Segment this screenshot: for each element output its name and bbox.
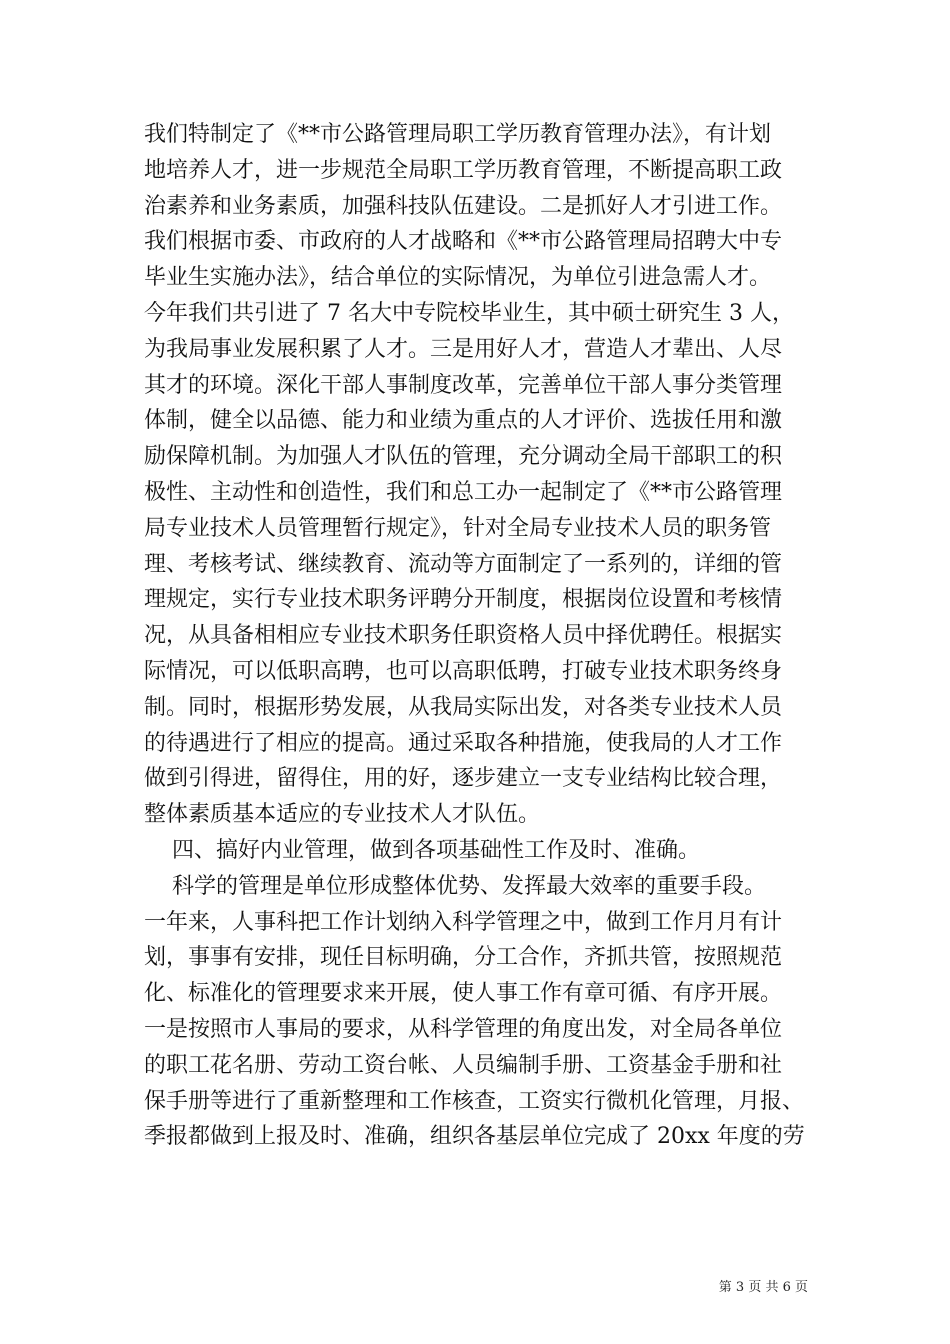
text-line: 一是按照市人事局的要求，从科学管理的角度出发，对全局各单位 <box>144 1016 783 1042</box>
text-line: 我们特制定了《**市公路管理局职工学历教育管理办法》，有计划 <box>144 122 772 147</box>
text-line: 况，从具备相相应专业技术职务任职资格人员中择优聘任。根据实 <box>144 623 783 649</box>
text-line: 的职工花名册、劳动工资台帐、人员编制手册、工资基金手册和社 <box>144 1052 783 1078</box>
text-line: 理、考核考试、继续教育、流动等方面制定了一系列的，详细的管 <box>144 551 783 577</box>
text-line: 治素养和业务素质，加强科技队伍建设。二是抓好人才引进工作。 <box>144 193 783 219</box>
text-line: 季报都做到上报及时、准确，组织各基层单位完成了 20xx 年度的劳 <box>144 1124 805 1150</box>
text-line: 做到引得进，留得住，用的好，逐步建立一支专业结构比较合理， <box>144 766 783 792</box>
body-text <box>144 117 824 1155</box>
text-line: 际情况，可以低职高聘，也可以高职低聘，打破专业技术职务终身 <box>144 658 783 684</box>
text-line: 划，事事有安排，现任目标明确，分工合作，齐抓共管，按照规范 <box>144 945 783 971</box>
text-line: 化、标准化的管理要求来开展，使人事工作有章可循、有序开展。 <box>144 981 783 1007</box>
page-number: 第 3 页 共 6 页 <box>718 1280 808 1295</box>
text-line: 一年来，人事科把工作计划纳入科学管理之中，做到工作月月有计 <box>144 909 783 935</box>
text-line: 局专业技术人员管理暂行规定》，针对全局专业技术人员的职务管 <box>144 515 772 541</box>
text-line: 理规定，实行专业技术职务评聘分开制度，根据岗位设置和考核情 <box>144 587 783 613</box>
text-line: 地培养人才，进一步规范全局职工学历教育管理，不断提高职工政 <box>144 157 783 183</box>
text-line: 保手册等进行了重新整理和工作核查，工资实行微机化管理，月报、 <box>144 1088 805 1114</box>
text-line: 体制，健全以品德、能力和业绩为重点的人才评价、选拔任用和激 <box>144 408 783 434</box>
text-line: 的待遇进行了相应的提高。通过采取各种措施，使我局的人才工作 <box>144 730 783 756</box>
text-line: 毕业生实施办法》，结合单位的实际情况，为单位引进急需人才。 <box>144 265 772 291</box>
text-line: 今年我们共引进了 7 名大中专院校毕业生，其中硕士研究生 3 人， <box>144 300 794 326</box>
text-line: 我们根据市委、市政府的人才战略和《**市公路管理局招聘大中专 <box>144 229 783 255</box>
text-line: 科学的管理是单位形成整体优势、发挥最大效率的重要手段。 <box>144 873 766 899</box>
text-line: 整体素质基本适应的专业技术人才队伍。 <box>144 802 541 828</box>
text-line: 极性、主动性和创造性，我们和总工办一起制定了《**市公路管理 <box>144 479 783 505</box>
text-line: 其才的环境。深化干部人事制度改革，完善单位干部人事分类管理 <box>144 372 783 398</box>
section-heading: 四、搞好内业管理，做到各项基础性工作及时、准确。 <box>144 837 700 863</box>
text-line: 为我局事业发展积累了人才。三是用好人才，营造人才辈出、人尽 <box>144 336 783 362</box>
text-line: 制。同时，根据形势发展，从我局实际出发，对各类专业技术人员 <box>144 694 783 720</box>
text-line: 励保障机制。为加强人才队伍的管理，充分调动全局干部职工的积 <box>144 444 783 470</box>
